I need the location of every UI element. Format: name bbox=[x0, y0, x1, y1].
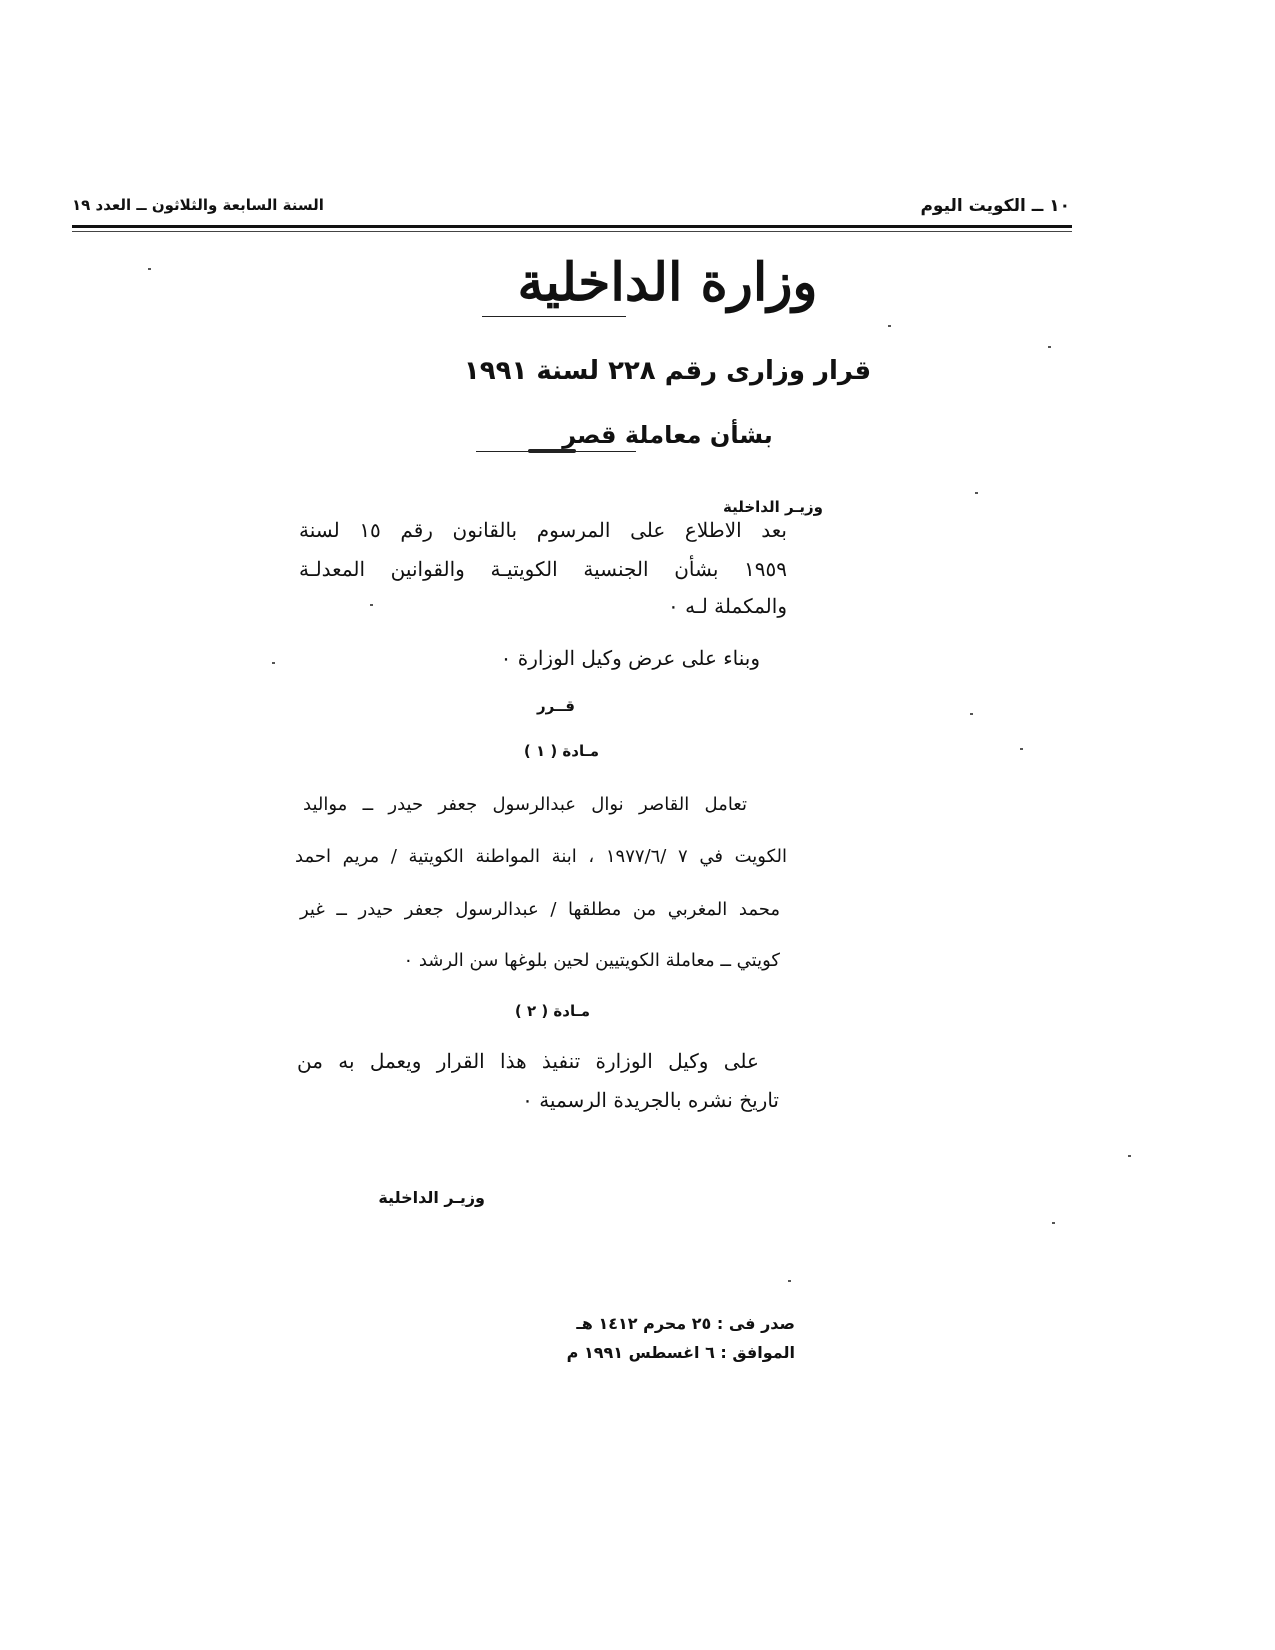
header-rule-thin bbox=[72, 231, 1072, 232]
article-line: تاريخ نشره بالجريدة الرسمية ٠ bbox=[522, 1088, 779, 1112]
issue-info-header: السنة السابعة والثلاثون ــ العدد ١٩ bbox=[72, 196, 324, 214]
ministry-title: وزارة الداخلية bbox=[517, 252, 818, 313]
preamble-line: والمكملة لـه ٠ bbox=[668, 594, 787, 618]
subject-divider-ornament bbox=[528, 449, 576, 453]
ministry-divider bbox=[482, 316, 626, 317]
decree-title: قرار وزارى رقم ٢٢٨ لسنة ١٩٩١ bbox=[463, 356, 872, 386]
scan-speck bbox=[888, 325, 891, 327]
scan-speck bbox=[370, 604, 373, 606]
decree-subject: بشأن معاملة قصر bbox=[562, 421, 773, 449]
scan-speck bbox=[788, 1280, 791, 1282]
preamble-line: بعد الاطلاع على المرسوم بالقانون رقم ١٥ لسنة bbox=[299, 518, 787, 542]
article-line: محمد المغربي من مطلقها / عبدالرسول جعفر حيدر ــ غير bbox=[300, 899, 780, 920]
page-number-header: ١٠ ــ الكويت اليوم bbox=[920, 196, 1070, 216]
issued-date: صدر فى : ٢٥ محرم ١٤١٢ هـ bbox=[576, 1314, 795, 1333]
scan-speck bbox=[1052, 1222, 1055, 1224]
scan-speck bbox=[1128, 1155, 1131, 1157]
article-line: كويتي ــ معاملة الكويتيين لحين بلوغها سن الرشد ٠ bbox=[403, 950, 780, 971]
signature-minister: وزيـر الداخلية bbox=[378, 1188, 485, 1207]
scan-speck bbox=[1048, 346, 1051, 348]
corresponding-date: الموافق : ٦ اغسطس ١٩٩١ م bbox=[566, 1343, 795, 1362]
scan-speck bbox=[1020, 748, 1023, 750]
decides-heading: قــرر bbox=[536, 697, 575, 715]
scan-speck bbox=[272, 662, 275, 664]
article-line: تعامل القاصر نوال عبدالرسول جعفر حيدر ــ مواليد bbox=[303, 794, 747, 815]
preamble-minister: وزيـر الداخلية bbox=[722, 498, 823, 516]
article-line: على وكيل الوزارة تنفيذ هذا القرار ويعمل به من bbox=[297, 1049, 759, 1073]
article-heading: مـادة ( ١ ) bbox=[523, 742, 599, 760]
preamble-line: ١٩٥٩ بشأن الجنسية الكويتيـة والقوانين المعدلـة bbox=[299, 557, 787, 581]
header-rule bbox=[72, 225, 1072, 228]
article-heading: مـادة ( ٢ ) bbox=[514, 1002, 590, 1020]
scan-speck bbox=[148, 268, 151, 270]
article-line: الكويت في ٧ /١٩٧٧/٦ ، ابنة المواطنة الكويتية / مريم احمد bbox=[295, 846, 787, 867]
scan-speck bbox=[970, 713, 973, 715]
scan-speck bbox=[975, 492, 978, 494]
based-on-line: وبناء على عرض وكيل الوزارة ٠ bbox=[500, 646, 760, 670]
